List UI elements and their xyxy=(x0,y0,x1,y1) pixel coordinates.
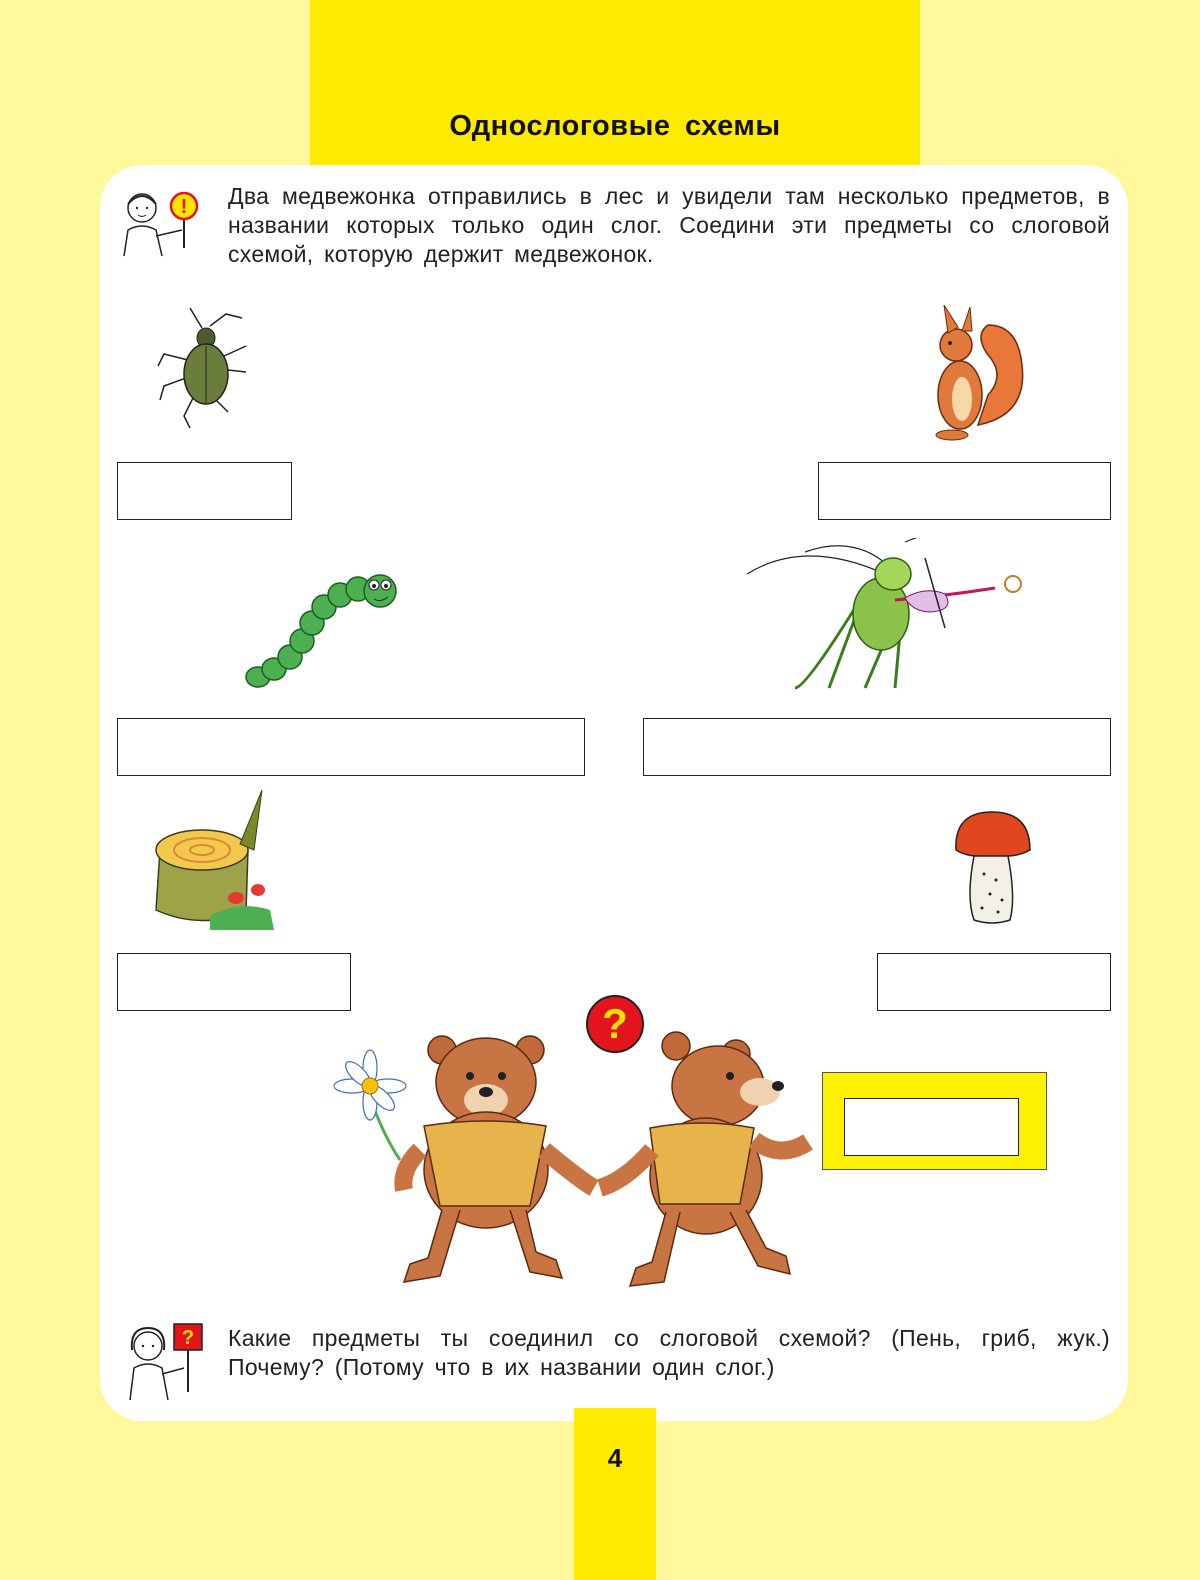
schema-box-mushroom[interactable] xyxy=(877,953,1111,1011)
stump-icon xyxy=(150,790,275,930)
grasshopper-icon xyxy=(745,538,1035,698)
schema-box-squirrel[interactable] xyxy=(818,462,1111,520)
boy-exclamation-icon xyxy=(112,186,212,266)
mushroom-icon xyxy=(950,808,1035,928)
schema-box-caterpillar[interactable] xyxy=(117,718,585,776)
instruction-text: Два медвежонка отправились в лес и увидели там несколько предметов, в названии которых только один слог. Соедини эти предметы со слоговой схемой, которую держит медвежонок. xyxy=(228,183,1110,267)
schema-box-stump[interactable] xyxy=(117,953,351,1011)
question-badge: ? xyxy=(586,995,644,1053)
question-text: Какие предметы ты соединил со слоговой схемой? (Пень, гриб, жук.) Почему? (Потому что в их названии один слог.) xyxy=(228,1325,1110,1380)
squirrel-icon xyxy=(918,295,1038,445)
page-number-band xyxy=(574,1408,656,1580)
title-band xyxy=(310,0,920,180)
caterpillar-icon xyxy=(240,565,405,695)
question-sign: ? xyxy=(181,1327,195,1349)
bear-right xyxy=(600,1032,808,1286)
schema-box-grasshopper[interactable] xyxy=(643,718,1111,776)
beetle-icon xyxy=(150,300,260,435)
page-number: 4 xyxy=(607,1443,623,1473)
flower-icon xyxy=(334,1050,406,1160)
schema-box-beetle[interactable] xyxy=(117,462,292,520)
bear-schema-box[interactable] xyxy=(844,1098,1019,1156)
exclamation-badge: ! xyxy=(180,196,188,218)
bear-left xyxy=(403,1036,594,1282)
page-title: Однослоговые схемы xyxy=(449,110,781,142)
bears-illustration xyxy=(330,1020,840,1300)
girl-question-icon xyxy=(118,1320,213,1405)
